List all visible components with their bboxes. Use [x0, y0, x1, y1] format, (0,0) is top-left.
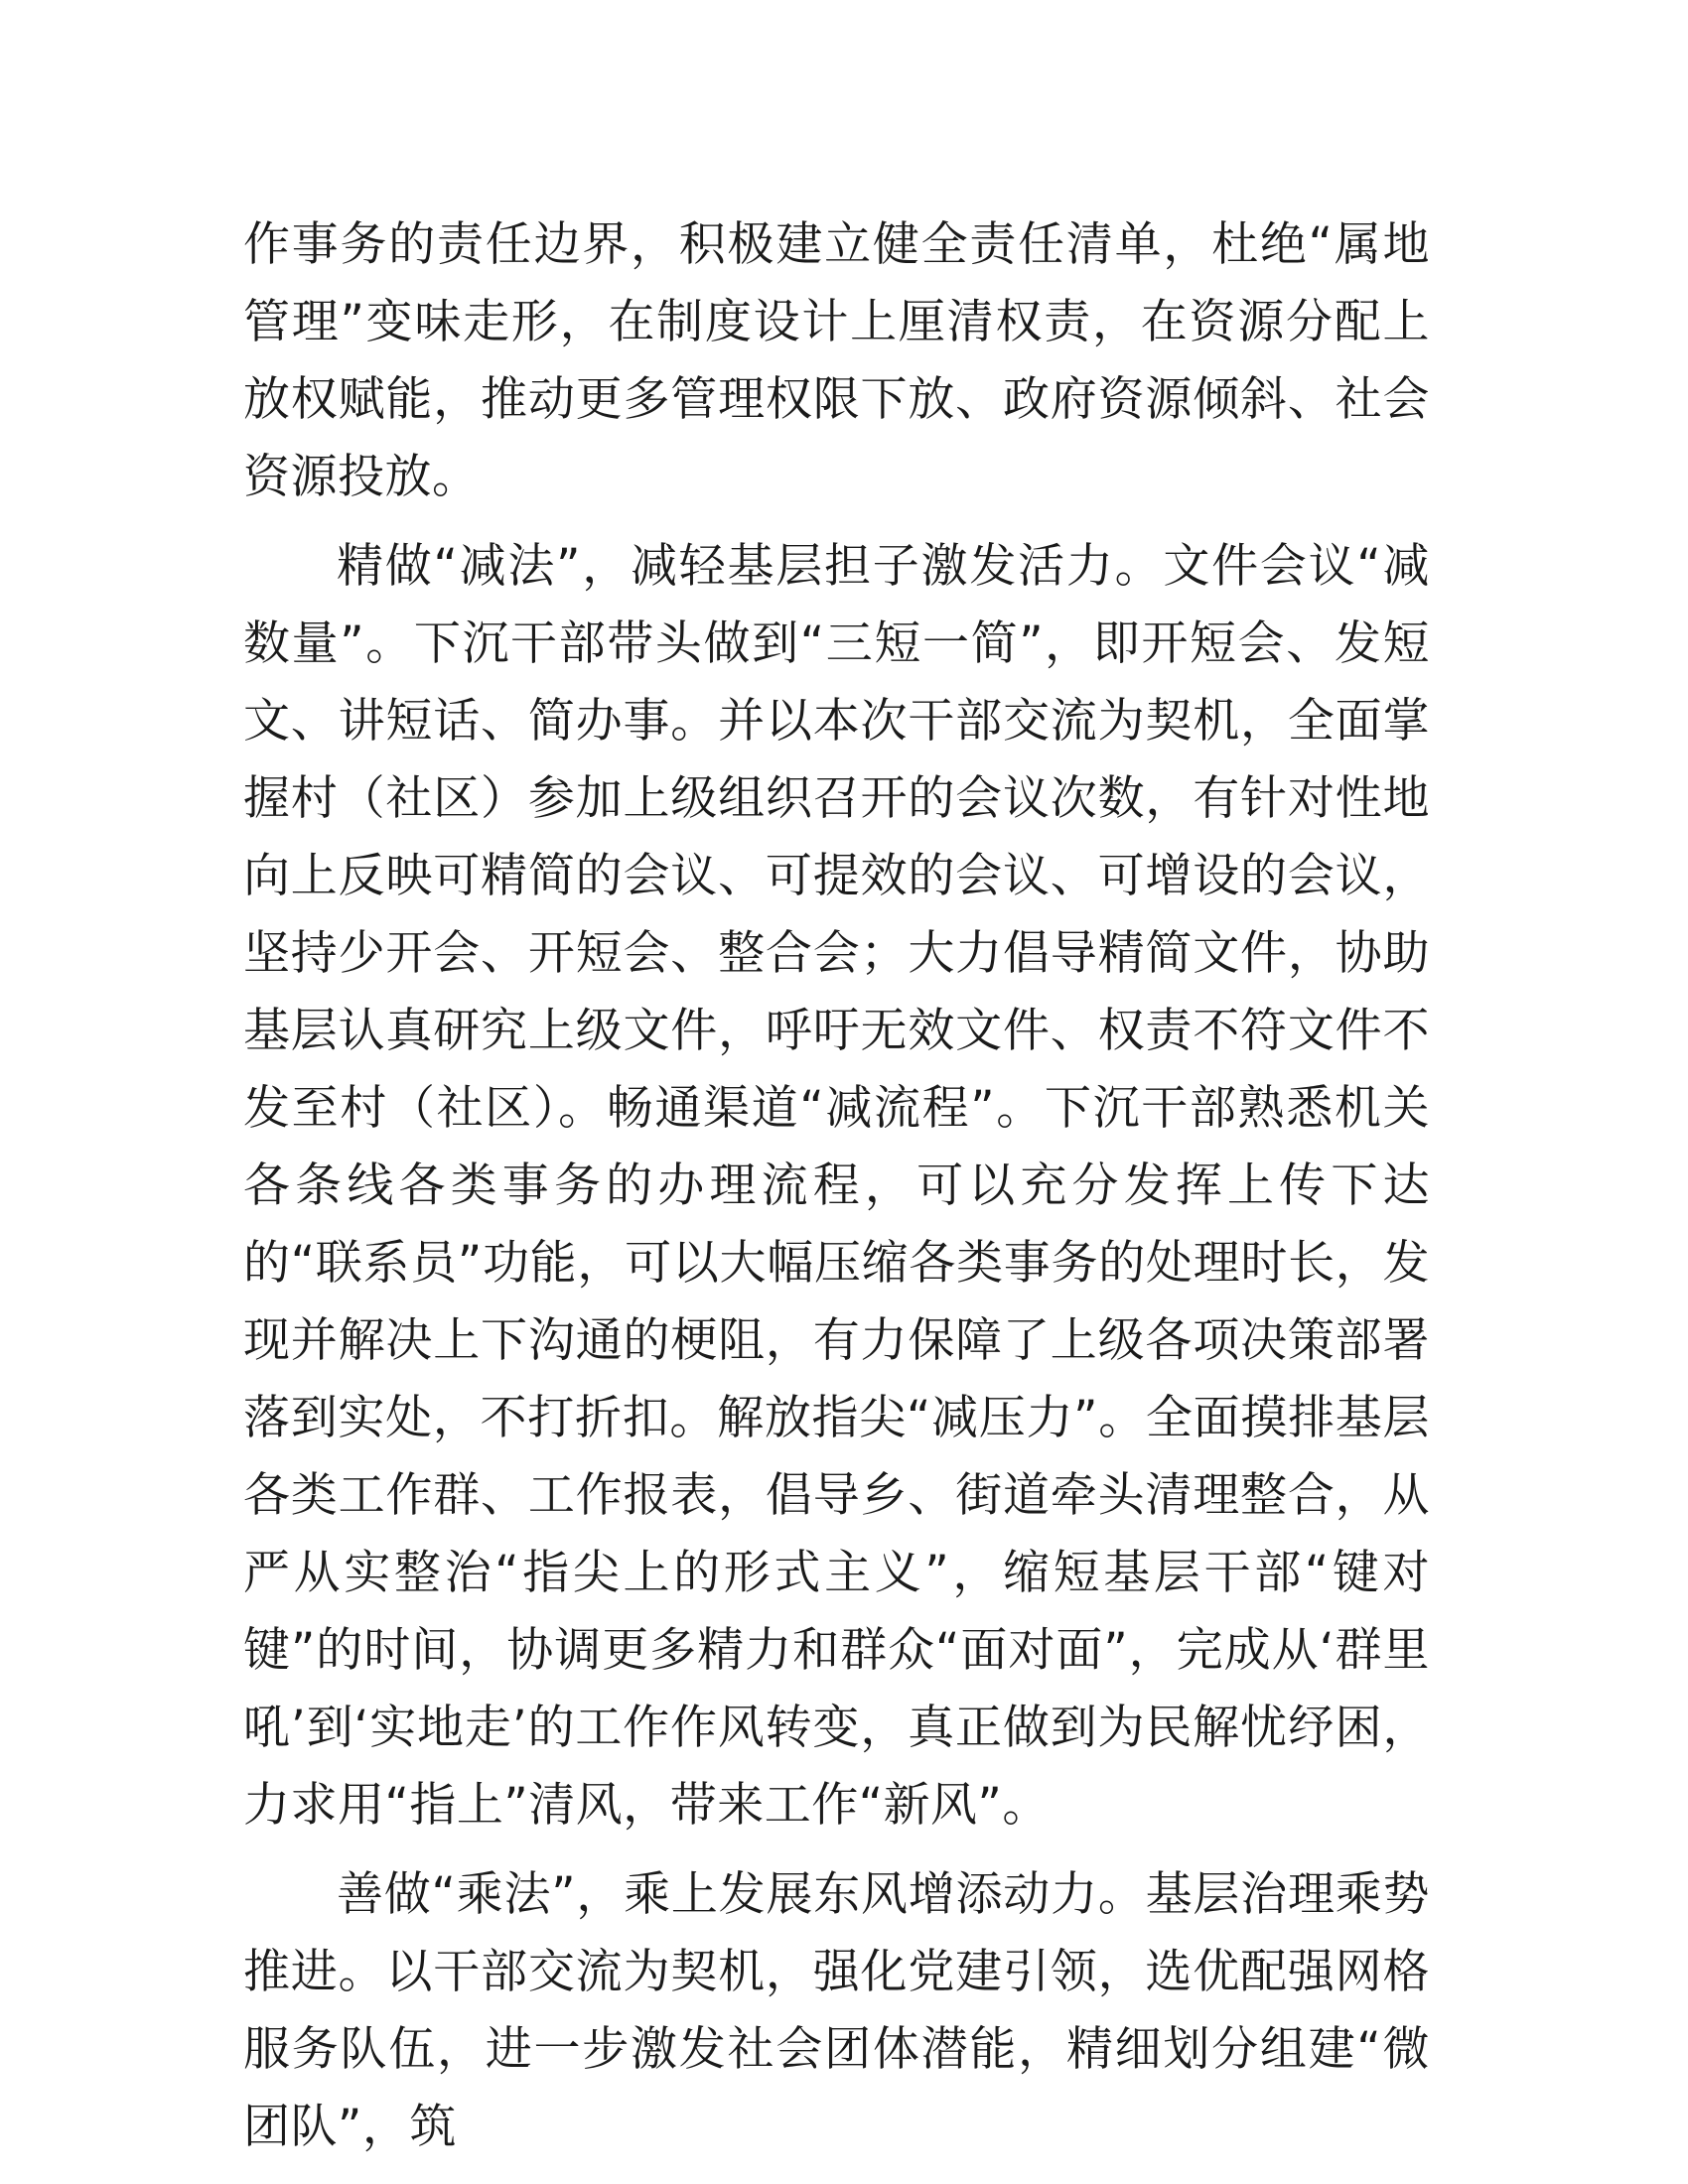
paragraph-continued: 作事务的责任边界，积极建立健全责任清单，杜绝“属地管理”变味走形，在制度设计上厘清权责，在资源分配上放权赋能，推动更多管理权限下放、政府资源倾斜、社会资源投放。: [243, 217, 1430, 504]
document-body: [243, 206, 1430, 2166]
paragraph-multiplication: 善做“乘法”，乘上发展东风增添动力。基层治理乘势推进。以干部交流为契机，强化党建引领，选优配强网格服务队伍，进一步激发社会团体潜能，精细划分组建“微团队”，筑: [243, 1867, 1430, 2154]
paragraph-subtraction: 精做“减法”，减轻基层担子激发活力。文件会议“减数量”。下沉干部带头做到“三短一简”，即开短会、发短文、讲短话、简办事。并以本次干部交流为契机，全面掌握村（社区）参加上级组织召开的会议次数，有针对性地向上反映可精简的会议、可提效的会议、可增设的会议，坚持少开会、开短会、整合会；大力倡导精简文件，协助基层认真研究上级文件，呼吁无效文件、权责不符文件不发至村（社区）。畅通渠道“减流程”。下沉干部熟悉机关各条线各类事务的办理流程，可以充分发挥上传下达的“联系员”功能，可以大幅压缩各类事务的处理时长，发现并解决上下沟通的梗阻，有力保障了上级各项决策部署落到实处，不打折扣。解放指尖“减压力”。全面摸排基层各类工作群、工作报表，倡导乡、街道牵头清理整合，从严从实整治“指尖上的形式主义”，缩短基层干部“键对键”的时间，协调更多精力和群众“面对面”，完成从‘群里吼’到‘实地走’的工作作风转变，真正做到为民解忧纾困，力求用“指上”清风，带来工作“新风”。: [243, 539, 1430, 1833]
